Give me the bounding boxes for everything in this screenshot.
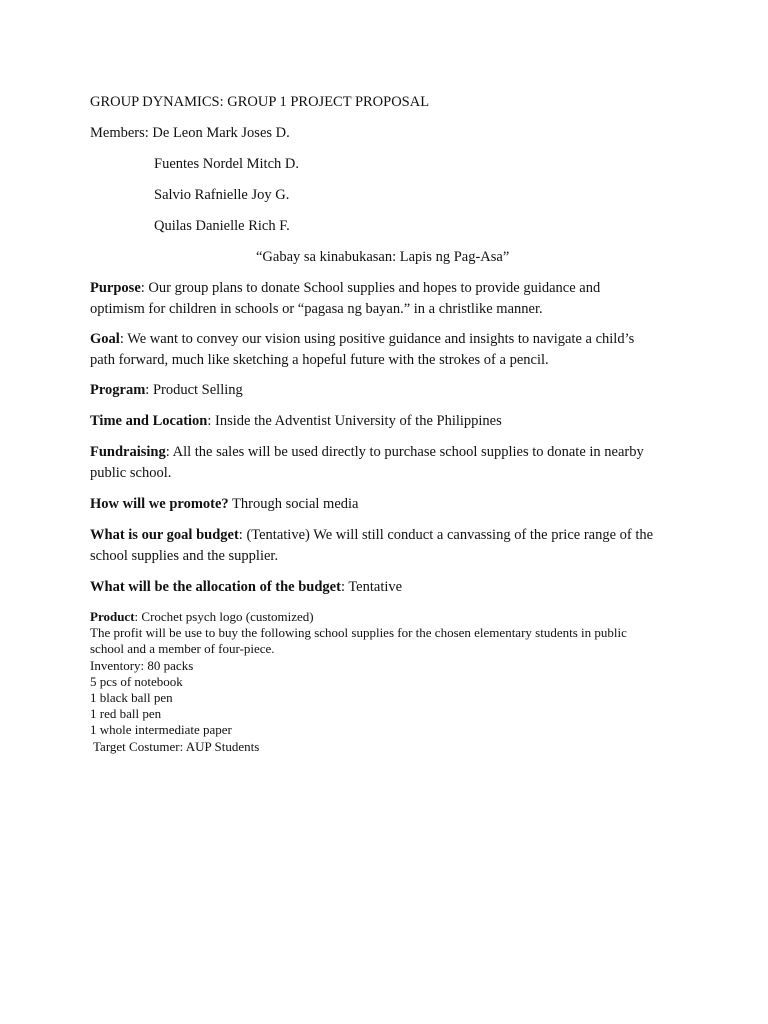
- promote-section: How will we promote? Through social media: [90, 496, 359, 512]
- inventory-line: Inventory: 80 packs: [90, 657, 194, 673]
- supply-item: 1 red ball pen: [90, 706, 162, 722]
- time-location-label: Time and Location: [90, 413, 208, 429]
- product-detail-line: The profit will be use to buy the following school supplies for the chosen elementary students in public: [90, 625, 627, 641]
- members-line: [90, 123, 690, 144]
- fundraising-section: Fundraising: All the sales will be used directly to purchase school supplies to donate in nearby public school.: [90, 444, 644, 481]
- member-name: Quilas Danielle Rich F.: [154, 218, 290, 234]
- member-line: [154, 185, 754, 206]
- goal-section: Goal: We want to convey our vision using positive guidance and insights to navigate a child’s path forward, much like sketching a hopeful future with the strokes of a pencil.: [90, 331, 635, 368]
- member-line: [154, 216, 754, 237]
- purpose-section: Purpose: Our group plans to donate School supplies and hopes to provide guidance and optimism for children in schools or “pagasa ng bayan.” in a christlike manner.: [90, 280, 601, 317]
- allocation-label: What will be the allocation of the budget: [90, 579, 341, 595]
- product-line: Product: Crochet psych logo (customized): [90, 609, 314, 624]
- goal-budget-section: What is our goal budget: (Tentative) We will still conduct a canvassing of the price range of the school supplies and the supplier.: [90, 527, 654, 564]
- member-name: De Leon Mark Joses D.: [152, 125, 290, 141]
- promote-label: How will we promote?: [90, 496, 229, 512]
- project-tagline: “Gabay sa kinabukasan: Lapis ng Pag-Asa”: [256, 249, 510, 265]
- goal-label: Goal: [90, 331, 120, 347]
- purpose-label: Purpose: [90, 280, 141, 296]
- member-line: [154, 154, 754, 175]
- product-detail-line: school and a member of four-piece.: [90, 641, 275, 657]
- target-customer-line: Target Costumer: AUP Students: [90, 738, 260, 754]
- program-section: Program: Product Selling: [90, 382, 243, 398]
- program-label: Program: [90, 382, 146, 398]
- member-name: Fuentes Nordel Mitch D.: [154, 156, 299, 172]
- supply-item: 5 pcs of notebook: [90, 673, 183, 689]
- supply-item: 1 whole intermediate paper: [90, 722, 232, 738]
- members-label: Members:: [90, 125, 149, 141]
- fundraising-label: Fundraising: [90, 444, 166, 460]
- document-title: GROUP DYNAMICS: GROUP 1 PROJECT PROPOSAL: [90, 94, 430, 110]
- allocation-section: What will be the allocation of the budget: Tentative: [90, 579, 403, 595]
- goal-budget-label: What is our goal budget: [90, 527, 239, 543]
- supply-item: 1 black ball pen: [90, 690, 173, 706]
- member-name: Salvio Rafnielle Joy G.: [154, 187, 290, 203]
- product-section: [90, 609, 690, 755]
- product-label: Product: [90, 609, 135, 624]
- time-location-section: Time and Location: Inside the Adventist University of the Philippines: [90, 413, 502, 429]
